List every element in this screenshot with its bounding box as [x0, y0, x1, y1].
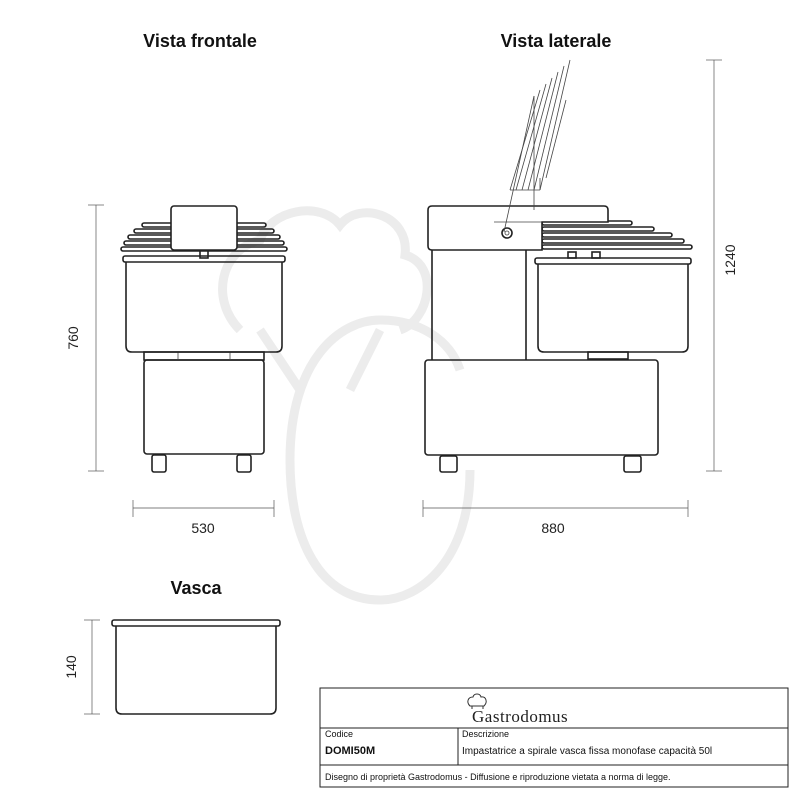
gastrodomus-watermark-icon: [223, 211, 470, 600]
side-view-drawing: [425, 60, 692, 472]
bowl-view-drawing: [112, 620, 280, 714]
side-height-label: 1240: [722, 244, 738, 276]
front-height-label: 760: [65, 326, 81, 350]
copyright-footer: Disegno di proprietà Gastrodomus - Diffusione e riproduzione vietata a norma di legge.: [325, 772, 671, 782]
description-value: Impastatrice a spirale vasca fissa monofase capacità 50l: [462, 746, 713, 757]
side-width-label: 880: [541, 520, 565, 536]
side-view-title: Vista laterale: [500, 31, 612, 51]
brand-name: Gastrodomus: [472, 707, 569, 726]
bowl-height-label: 140: [63, 655, 79, 679]
front-view-title: Vista frontale: [143, 31, 257, 51]
description-label: Descrizione: [462, 729, 510, 739]
code-label: Codice: [325, 729, 354, 739]
bowl-dimensions: [84, 620, 100, 714]
bowl-view-title: Vasca: [170, 578, 222, 598]
front-width-label: 530: [191, 520, 215, 536]
side-dimensions: [423, 60, 722, 517]
code-value: DOMI50M: [325, 745, 376, 757]
